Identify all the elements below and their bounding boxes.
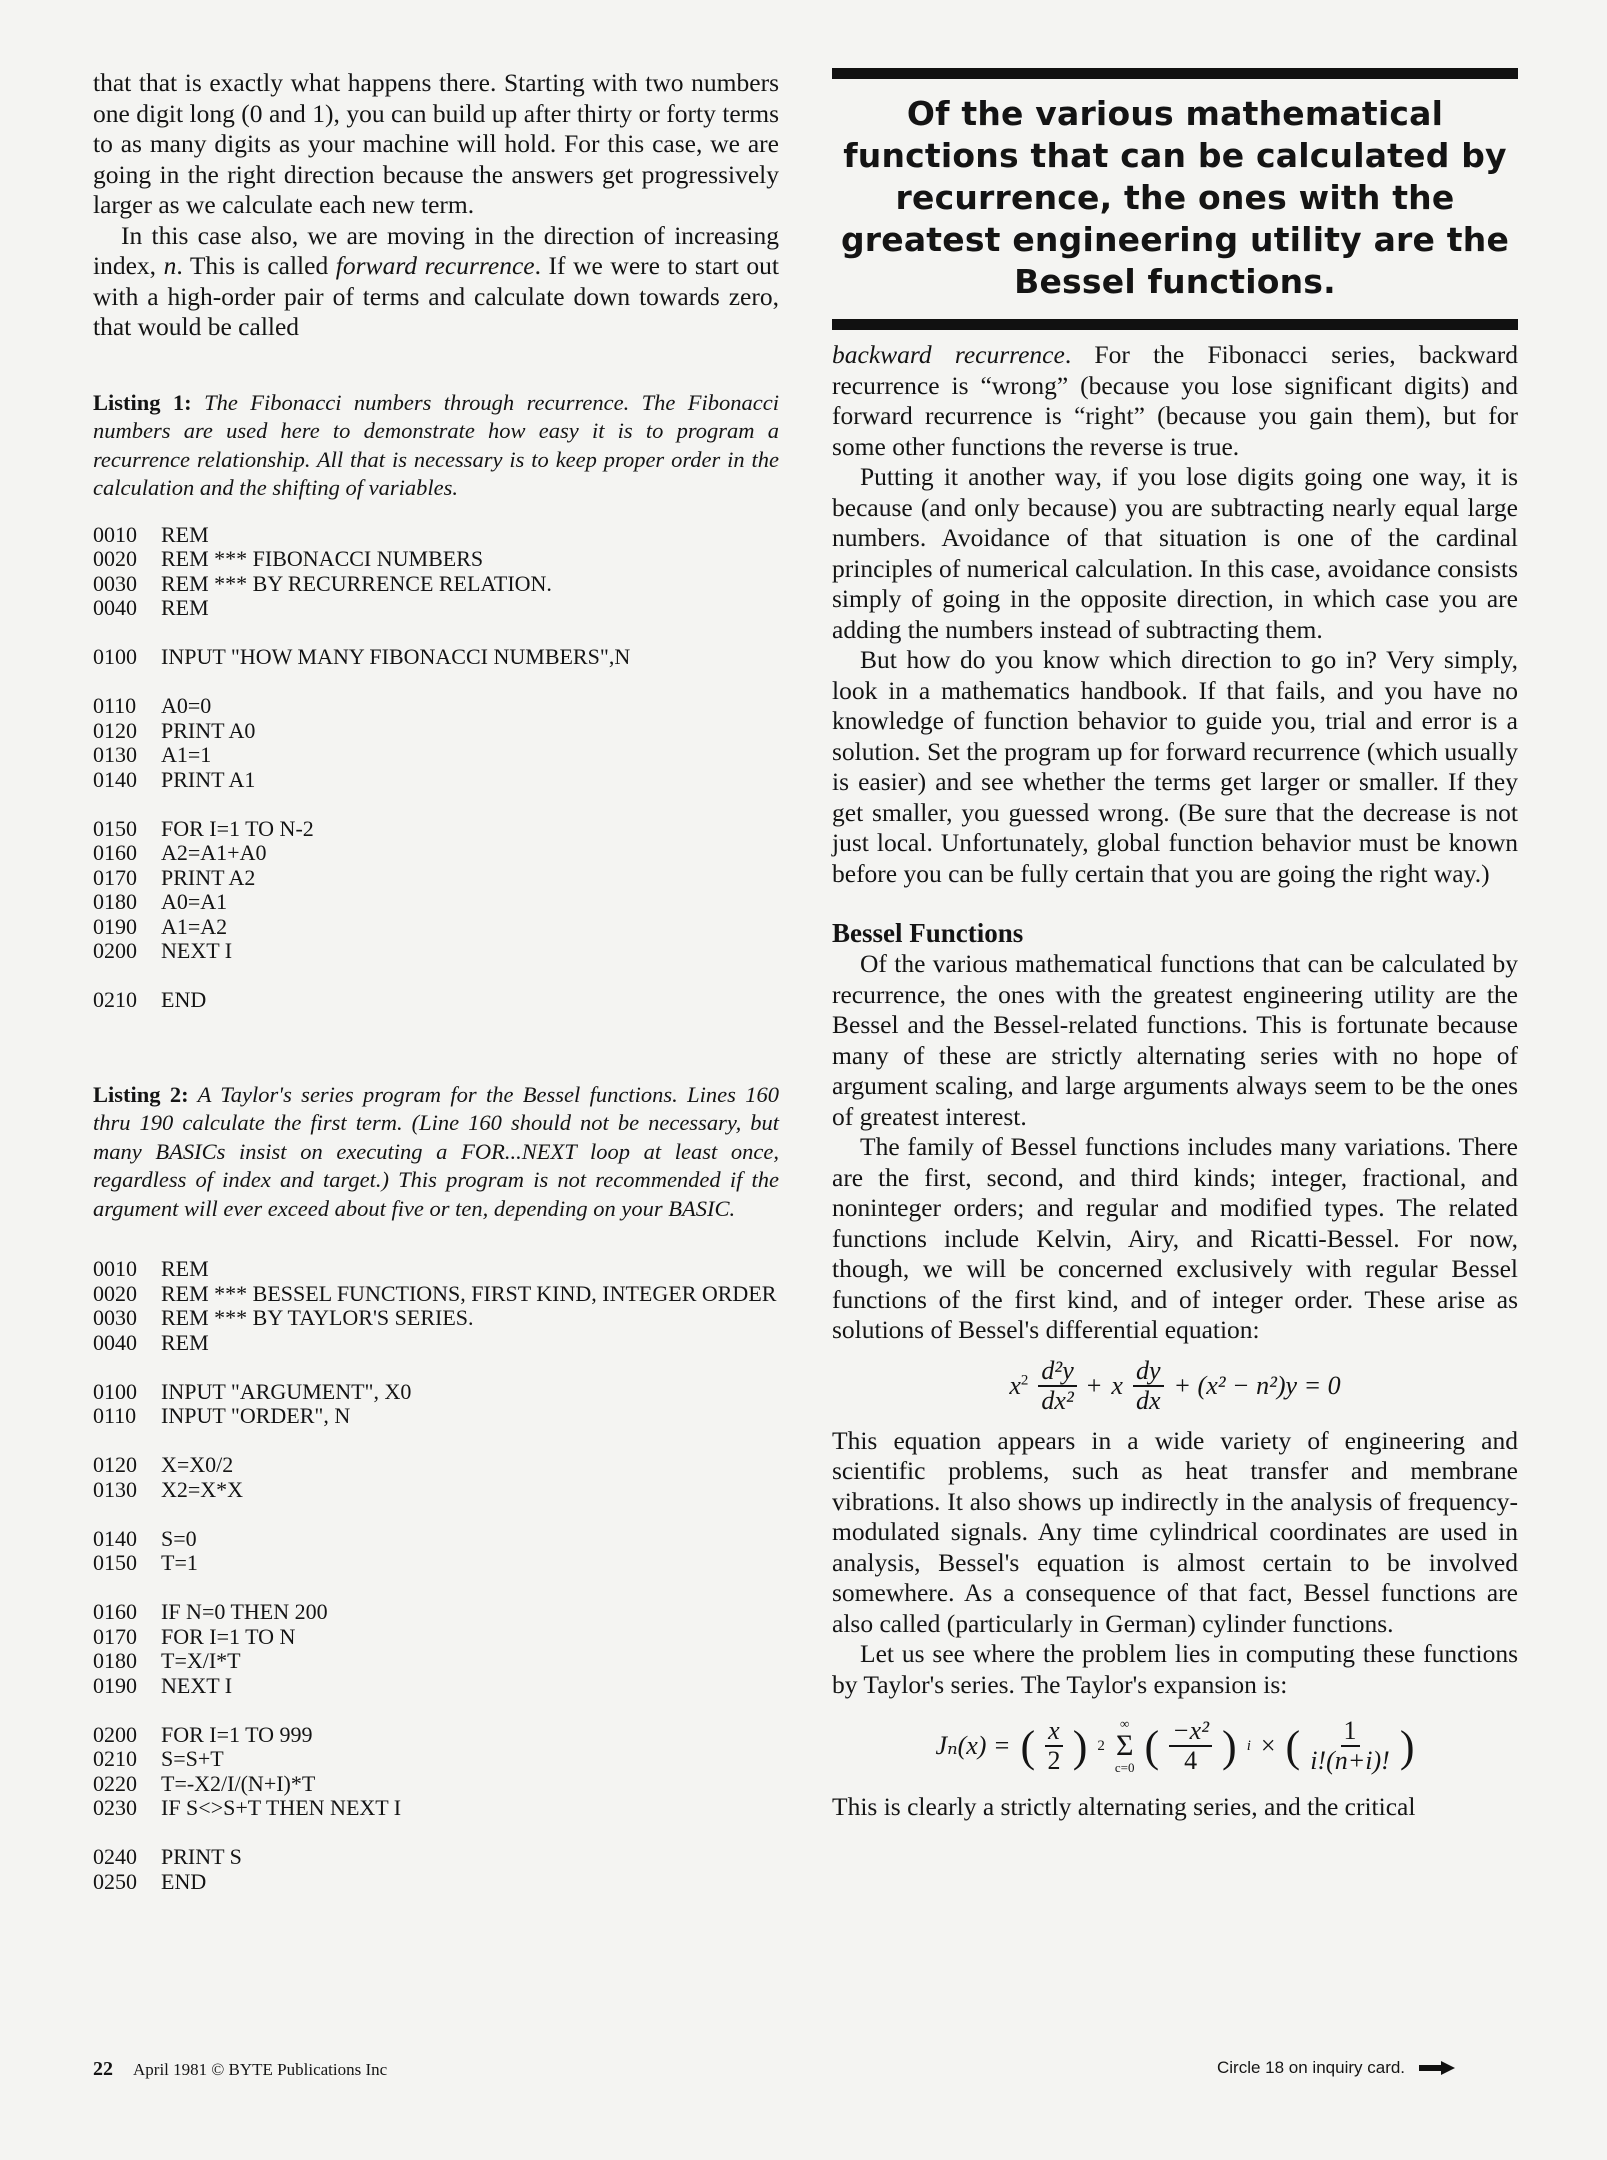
code-line <box>93 1331 779 1356</box>
sum-upper-limit: ∞ <box>1120 1716 1130 1731</box>
fraction-denominator: dx² <box>1041 1385 1074 1415</box>
taylor-expansion-equation <box>832 1700 1518 1792</box>
line-number: 0200 <box>93 1721 137 1747</box>
code-line <box>93 1625 779 1650</box>
inquiry-note: Circle 18 on inquiry card. <box>1217 2058 1406 2077</box>
code-line <box>93 1747 779 1772</box>
line-number: 0190 <box>93 1672 137 1698</box>
line-number: 0240 <box>93 1844 137 1869</box>
eq1-coef2: x <box>1111 1370 1123 1400</box>
code-statement: T=-X2/I/(N+I)*T <box>161 1770 316 1796</box>
code-line <box>93 1796 779 1821</box>
line-number: 0190 <box>93 913 137 939</box>
code-line <box>93 817 779 842</box>
code-statement: REM <box>161 1256 209 1281</box>
code-line <box>93 939 779 964</box>
code-statement: INPUT "ARGUMENT", X0 <box>161 1378 412 1404</box>
fraction-numerator: x <box>1045 1717 1063 1747</box>
line-number: 0010 <box>93 521 137 547</box>
line-number: 0150 <box>93 815 137 841</box>
line-number: 0220 <box>93 1770 137 1796</box>
eq1-rest: + (x² − n²)y = 0 <box>1173 1370 1341 1400</box>
line-number: 0100 <box>93 644 137 669</box>
code-block-gap <box>93 1429 779 1454</box>
code-statement: FOR I=1 TO N <box>161 1623 296 1649</box>
eq1-exp: 2 <box>1020 1371 1029 1388</box>
line-number: 0150 <box>93 1550 137 1575</box>
pull-quote-bottom-rule <box>832 319 1518 330</box>
listing2-label: Listing 2: <box>93 1081 189 1107</box>
sum-lower-limit: c=0 <box>1114 1760 1135 1775</box>
paragraph-equation-applications: This equation appears in a wide variety of engineering and scientific problems, such as heat transfer and membrane vibrations. It also shows up indirectly in the analysis of frequency-modulated signals. Any time cylindrical coordinates are used in analysis, Bessel's equation is almost certain to be involved somewhere. As a consequence of that fact, Bessel functions are also called (particularly in German) cylinder functions. <box>832 1425 1518 1638</box>
publication-credit: April 1981 © BYTE Publications Inc <box>133 2060 388 2079</box>
line-number: 0010 <box>93 1256 137 1281</box>
code-statement: A0=A1 <box>161 889 228 914</box>
code-statement: IF N=0 THEN 200 <box>161 1599 328 1624</box>
code-block-gap <box>93 1821 779 1846</box>
code-block-gap <box>93 670 779 695</box>
code-block-gap <box>93 621 779 646</box>
times-symbol: × <box>1260 1731 1276 1760</box>
intro-paragraph: that that is exactly what happens there. Starting with two numbers one digit long (0 and 1), you can build up after thirty or forty terms to as many digits as your machine will hold. For this case, we are going in the right direction because the answers get progressively larger as we calculate each new term. <box>93 68 779 219</box>
line-number: 0200 <box>93 938 137 963</box>
code-block-gap <box>93 1502 779 1527</box>
code-statement: FOR I=1 TO N-2 <box>161 815 314 841</box>
code-statement: PRINT A2 <box>161 864 256 890</box>
text-run: In this case also, we are moving in the direction of increasing index, <box>93 220 779 280</box>
code-line <box>93 1257 779 1282</box>
code-line <box>93 1772 779 1797</box>
line-number: 0110 <box>93 1403 137 1428</box>
line-number: 0030 <box>93 570 137 596</box>
line-number: 0130 <box>93 742 137 767</box>
fraction-numerator: dy <box>1133 1357 1164 1387</box>
paren: ) <box>1072 1721 1088 1771</box>
line-number: 0180 <box>93 889 137 914</box>
line-number: 0250 <box>93 1868 137 1894</box>
eq2-fraction-factorials <box>1310 1717 1390 1775</box>
paren: ( <box>1285 1721 1301 1771</box>
paragraph-taylor-intro: Let us see where the problem lies in computing these functions by Taylor's series. The Taylor's expansion is: <box>832 1639 1518 1699</box>
line-number: 0100 <box>93 1378 137 1404</box>
eq2-exp-2: 2 <box>1097 1737 1105 1754</box>
code-line <box>93 1404 779 1429</box>
eq2-lhs: Jₙ(x) = <box>935 1731 1011 1760</box>
line-number: 0140 <box>93 766 137 792</box>
text-run: . This is called <box>176 251 336 280</box>
code-line <box>93 890 779 915</box>
code-line <box>93 866 779 891</box>
eq2-fraction-x-over-2 <box>1045 1717 1063 1775</box>
footer-left <box>93 2058 387 2081</box>
right-column <box>832 68 1518 1823</box>
code-line <box>93 988 779 1013</box>
code-statement: PRINT S <box>161 1844 242 1869</box>
code-line <box>93 1845 779 1870</box>
code-line <box>93 1674 779 1699</box>
listing1-caption-text: The Fibonacci numbers through recurrence. The Fibonacci numbers are used here to demonstrate how easy it is to program a recurrence relationship. All that is necessary is to keep proper order in the calculation and the shifting of variables. <box>93 389 780 500</box>
line-number: 0120 <box>93 1452 137 1477</box>
code-statement: X2=X*X <box>161 1476 244 1502</box>
summation <box>1115 1716 1135 1776</box>
code-line <box>93 1870 779 1895</box>
code-block-gap <box>93 792 779 817</box>
code-line <box>93 547 779 572</box>
code-line <box>93 596 779 621</box>
paragraph-putting-another-way: Putting it another way, if you lose digits going one way, it is because (and only because) you are subtracting nearly equal large numbers. Avoidance of that situation is one of the cardinal principles of numerical calculation. In this case, avoidance consists simply of going in the opposite direction, in which case you are adding the numbers instead of subtracting them. <box>832 462 1518 644</box>
code-line <box>93 572 779 597</box>
paren: ) <box>1399 1721 1415 1771</box>
fraction-denominator: dx <box>1135 1385 1161 1415</box>
pull-quote <box>832 68 1518 330</box>
line-number: 0030 <box>93 1305 137 1330</box>
paragraph-which-direction: But how do you know which direction to go in? Very simply, look in a mathematics handbook. If that fails, and you have no knowledge of function behavior to guide you, trial and error is a solution. Set the program up for forward recurrence (which usually is easier) and see whether the terms get larger or smaller. If they get smaller, you guessed wrong. (Be sure that the decrease is not just local. Unfortunately, global function behavior must be known before you can be fully certain that you are going the right way.) <box>832 645 1518 888</box>
line-number: 0120 <box>93 717 137 743</box>
code-line <box>93 719 779 744</box>
code-block-gap <box>93 964 779 989</box>
fraction-denominator: i!(n+i)! <box>1310 1746 1390 1775</box>
code-line <box>93 915 779 940</box>
right-arrow-icon <box>1419 2061 1455 2075</box>
line-number: 0130 <box>93 1476 137 1502</box>
code-statement: REM <box>161 1329 209 1355</box>
listing2-caption <box>93 1081 779 1224</box>
fraction-denominator: 4 <box>1184 1746 1198 1775</box>
code-statement: REM *** BY RECURRENCE RELATION. <box>161 570 552 596</box>
fraction-numerator: −x² <box>1169 1717 1212 1747</box>
line-number: 0110 <box>93 693 137 718</box>
code-statement: INPUT "ORDER", N <box>161 1403 351 1428</box>
code-line <box>93 1306 779 1331</box>
eq1-second-derivative <box>1038 1357 1076 1415</box>
code-line <box>93 694 779 719</box>
code-statement: A0=0 <box>161 693 212 718</box>
code-statement: FOR I=1 TO 999 <box>161 1721 313 1747</box>
text-run: . If we were to start out with a high-order pair of terms and calculate down towards zero, that would be called <box>93 251 779 341</box>
code-line <box>93 1527 779 1552</box>
code-line <box>93 1551 779 1576</box>
code-line <box>93 768 779 793</box>
listing2-caption-text: A Taylor's series program for the Bessel functions. Lines 160 thru 190 calculate the first term. (Line 160 should not be necessary, but many BASICs insist on executing a FOR...NEXT loop at least once, regardless of index and target.) This program is not recommended if the argument will ever exceed about five or ten, depending on your BASIC. <box>93 1081 780 1221</box>
forward-recurrence-paragraph <box>93 221 779 343</box>
code-statement: T=1 <box>161 1550 198 1575</box>
paren: ( <box>1144 1721 1160 1771</box>
code-statement: S=0 <box>161 1525 197 1551</box>
paragraph-bessel-utility: Of the various mathematical functions that can be calculated by recurrence, the ones with the greatest engineering utility are the Bessel and the Bessel-related functions. This is fortunate because many of these are strictly alternating series with no hope of argument scaling, and large arguments always seem to be the ones of greatest interest. <box>832 949 1518 1131</box>
code-statement: REM <box>161 521 209 547</box>
line-number: 0160 <box>93 840 137 865</box>
code-block-gap <box>93 1355 779 1380</box>
code-statement: PRINT A1 <box>161 766 256 792</box>
line-number: 0160 <box>93 1599 137 1624</box>
pull-quote-text: Of the various mathematical functions that can be calculated by recurrence, the ones with the greatest engineering utility are the Bessel functions. <box>840 94 1510 301</box>
eq1-term1 <box>1009 1371 1028 1401</box>
line-number: 0140 <box>93 1525 137 1551</box>
paren: ( <box>1020 1721 1036 1771</box>
code-line <box>93 841 779 866</box>
term-backward-recurrence: backward recurrence <box>832 340 1065 369</box>
code-statement: IF S<>S+T THEN NEXT I <box>161 1795 402 1820</box>
code-line <box>93 1600 779 1625</box>
code-block-gap <box>93 1576 779 1601</box>
eq2-fraction-minus-x2-over-4 <box>1169 1717 1212 1775</box>
backward-recurrence-paragraph <box>832 340 1518 462</box>
code-line <box>93 1649 779 1674</box>
term-forward-recurrence: forward recurrence <box>335 251 535 280</box>
line-number: 0040 <box>93 595 137 620</box>
variable-n: n <box>163 251 177 280</box>
code-statement: REM <box>161 595 209 620</box>
page-number: 22 <box>93 2058 113 2080</box>
code-statement: T=X/I*T <box>161 1648 241 1673</box>
code-line <box>93 645 779 670</box>
bessel-differential-equation <box>832 1346 1518 1426</box>
text-run: . For the Fibonacci series, backward recurrence is “wrong” (because you lose significant digits) and forward recurrence is “right” (because you gain them), but for some other functions the reverse is true. <box>832 340 1519 461</box>
code-statement: NEXT I <box>161 938 233 963</box>
code-statement: A2=A1+A0 <box>161 840 267 865</box>
code-line <box>93 1723 779 1748</box>
code-line <box>93 1282 779 1307</box>
paragraph-alternating-series: This is clearly a strictly alternating series, and the critical <box>832 1792 1416 1821</box>
line-number: 0020 <box>93 546 137 571</box>
code-statement: REM *** FIBONACCI NUMBERS <box>161 546 484 571</box>
code-statement: END <box>161 1868 207 1894</box>
line-number: 0170 <box>93 1623 137 1649</box>
line-number: 0180 <box>93 1648 137 1673</box>
line-number: 0170 <box>93 864 137 890</box>
line-number: 0040 <box>93 1329 137 1355</box>
listing1-label: Listing 1: <box>93 389 192 415</box>
code-statement: NEXT I <box>161 1672 233 1698</box>
code-block-gap <box>93 1698 779 1723</box>
code-line <box>93 1380 779 1405</box>
pull-quote-top-rule <box>832 68 1518 79</box>
code-statement: S=S+T <box>161 1746 224 1771</box>
code-statement: END <box>161 987 207 1012</box>
code-statement: A1=A2 <box>161 913 228 939</box>
code-line <box>93 1478 779 1503</box>
fraction-numerator: d²y <box>1038 1357 1076 1387</box>
eq1-first-derivative <box>1133 1357 1164 1415</box>
code-statement: INPUT "HOW MANY FIBONACCI NUMBERS",N <box>161 644 631 669</box>
code-statement: PRINT A0 <box>161 717 256 743</box>
line-number: 0020 <box>93 1280 137 1306</box>
footer-right <box>1217 2058 1455 2078</box>
code-statement: A1=1 <box>161 742 212 767</box>
code-line <box>93 1453 779 1478</box>
paragraph-bessel-family: The family of Bessel functions includes many variations. There are the first, second, and third kinds; integer, fractional, and noninteger orders; and regular and modified types. The related functions include Kelvin, Airy, and Ricatti-Bessel. For now, though, we will be concerned exclusively with regular Bessel functions of the first kind, and of integer order. These arise as solutions of Bessel's differential equation: <box>832 1132 1518 1344</box>
listing1-code <box>93 523 779 1013</box>
eq1-plus: + <box>1086 1370 1102 1400</box>
listing1-caption <box>93 389 779 503</box>
section-heading: Bessel Functions <box>832 918 1024 948</box>
code-line <box>93 743 779 768</box>
line-number: 0210 <box>93 1746 137 1771</box>
eq2-exp-i: i <box>1246 1737 1251 1754</box>
listing2-code <box>93 1257 779 1894</box>
code-line <box>93 523 779 548</box>
fraction-denominator: 2 <box>1047 1746 1061 1775</box>
code-statement: REM *** BESSEL FUNCTIONS, FIRST KIND, INTEGER ORDER <box>161 1280 777 1306</box>
fraction-numerator: 1 <box>1341 1717 1360 1747</box>
code-statement: REM *** BY TAYLOR'S SERIES. <box>161 1305 474 1330</box>
eq1-coef: x <box>1009 1370 1021 1400</box>
line-number: 0230 <box>93 1795 137 1820</box>
line-number: 0210 <box>93 987 137 1012</box>
paren: ) <box>1222 1721 1237 1771</box>
left-column <box>93 68 779 1894</box>
sigma-symbol: Σ <box>1115 1729 1134 1762</box>
code-statement: X=X0/2 <box>161 1452 234 1477</box>
